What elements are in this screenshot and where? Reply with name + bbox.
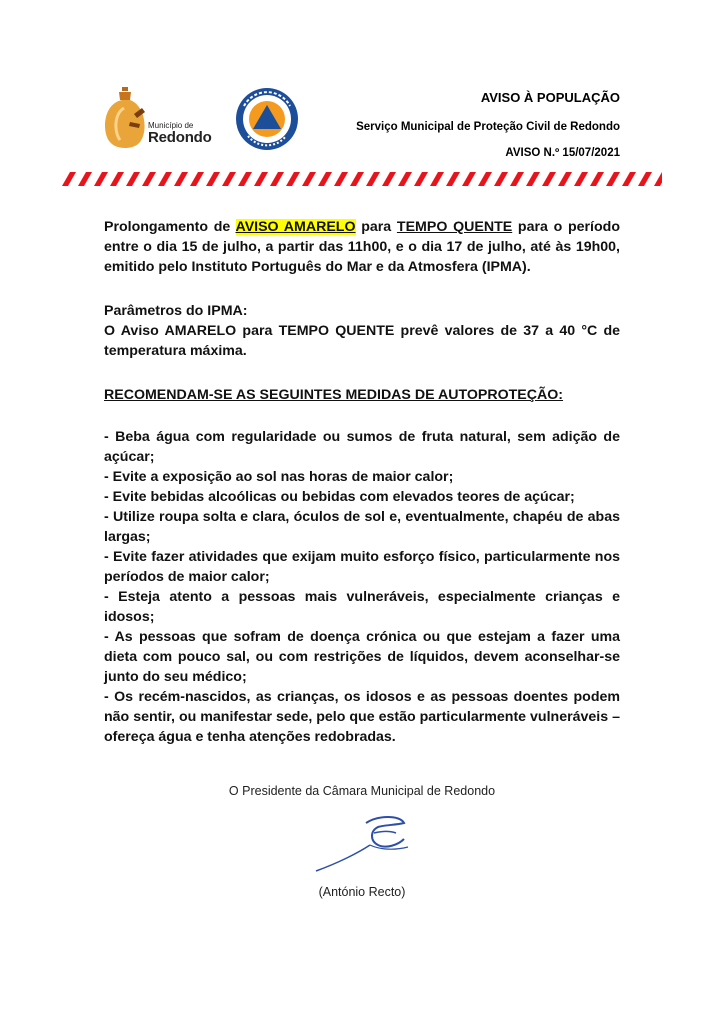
list-item: - Utilize roupa solta e clara, óculos de sol e, eventualmente, chapéu de abas largas; <box>104 509 620 545</box>
intro-paragraph <box>104 217 620 277</box>
aviso-amarelo-highlight: AVISO AMARELO <box>235 219 356 235</box>
civil-protection-emblem-icon <box>234 86 300 152</box>
parameters-title: Parâmetros do IPMA: <box>104 303 248 319</box>
list-item: - Evite bebidas alcoólicas ou bebidas com elevados teores de açúcar; <box>104 489 575 505</box>
tempo-quente-underline: TEMPO QUENTE <box>396 219 513 235</box>
parameters-text: O Aviso AMARELO para TEMPO QUENTE prevê valores de 37 a 40 °C de temperatura máxima. <box>104 323 620 359</box>
list-item: - Os recém-nascidos, as crianças, os idosos e as pessoas doentes podem não sentir, ou manifestar sede, pelo que estão particularmente vulneráveis – ofereça água e tenha atenções redobradas. <box>104 689 620 745</box>
list-item: - Beba água com regularidade ou sumos de fruta natural, sem adição de açúcar; <box>104 429 620 465</box>
protecao-civil-logo <box>234 86 300 152</box>
list-item: - As pessoas que sofram de doença crónica ou que estejam a fazer uma dieta com pouco sal, ou com restrições de líquidos, devem aconselhar-se junto do seu médico; <box>104 629 620 685</box>
notice-title: AVISO À POPULAÇÃO <box>480 90 620 105</box>
warning-stripe <box>62 172 662 186</box>
recommendations-title: RECOMENDAM-SE AS SEGUINTES MEDIDAS DE AUTOPROTEÇÃO: <box>104 387 564 403</box>
notice-number: AVISO N.º 15/07/2021 <box>505 147 620 159</box>
para-text: para <box>355 219 397 235</box>
list-item: - Esteja atento a pessoas mais vulneráveis, especialmente crianças e idosos; <box>104 589 620 625</box>
signatory-name: (António Recto) <box>318 885 406 899</box>
handwritten-signature <box>308 805 418 877</box>
intro-rest-text: para o período entre o dia 15 de julho, a partir das 11h00, e o dia 17 de julho, até às 19h00, emitido pelo Instituto Português do Mar e da Atmosfera (IPMA). <box>104 219 620 275</box>
measures-list <box>104 427 620 747</box>
parameters-paragraph <box>104 301 620 361</box>
list-item: - Evite a exposição ao sol nas horas de maior calor; <box>104 469 454 485</box>
service-name: Serviço Municipal de Proteção Civil de Redondo <box>356 121 620 133</box>
signature-title: O Presidente da Câmara Municipal de Redondo <box>228 784 496 798</box>
municipio-redondo-logo <box>100 84 228 154</box>
recommendations-heading <box>104 385 620 405</box>
list-item: - Evite fazer atividades que exijam muito esforço físico, particularmente nos períodos de maior calor; <box>104 549 620 585</box>
logo-small-text: Município de <box>148 121 194 130</box>
logo-big-text: Redondo <box>148 129 212 146</box>
intro-text: Prolongamento de <box>104 219 236 235</box>
